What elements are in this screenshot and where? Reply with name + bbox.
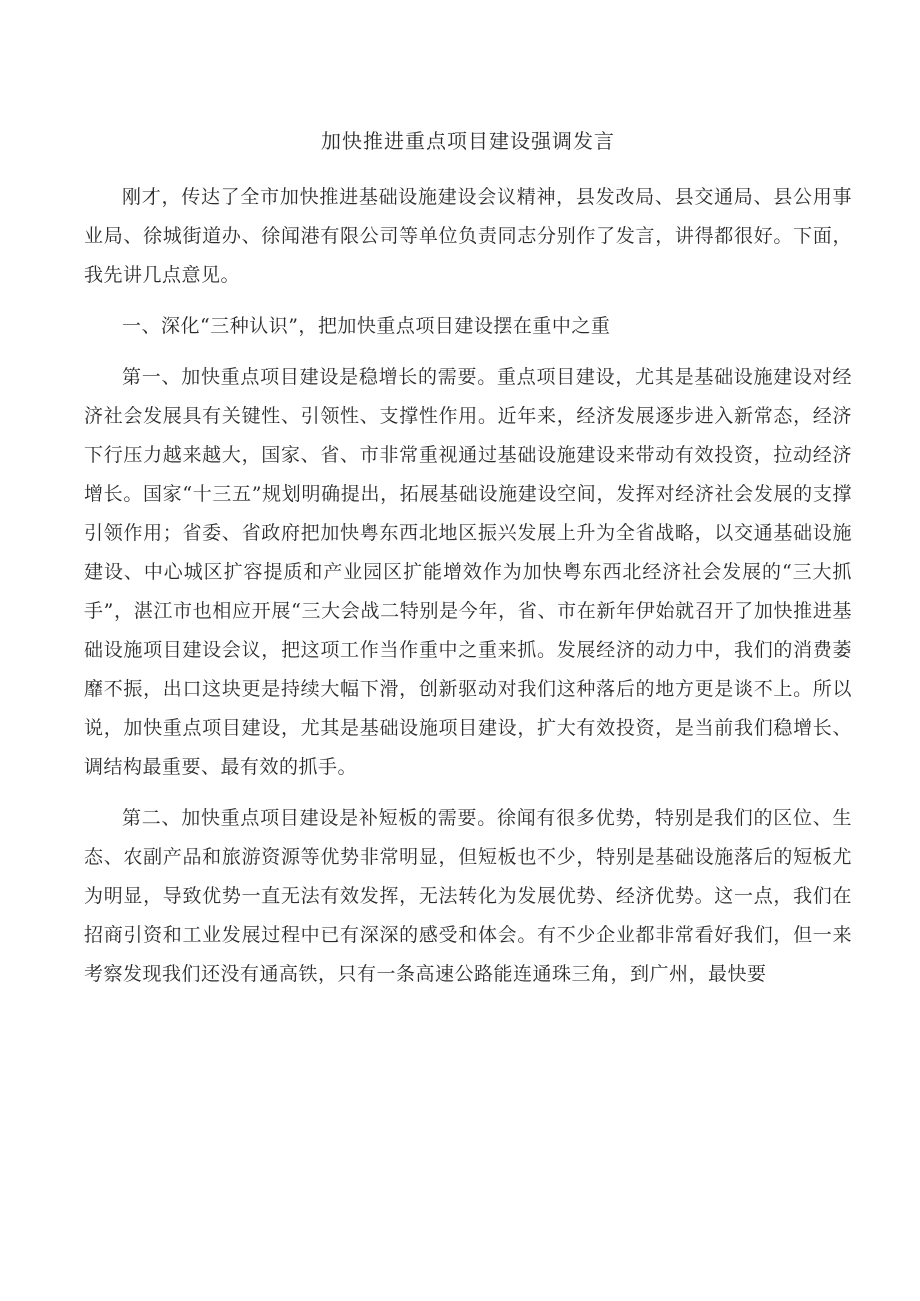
document-title: 加快推进重点项目建设强调发言	[321, 129, 615, 153]
document-page	[84, 128, 852, 1006]
paragraph-intro: 刚才，传达了全市加快推进基础设施建设会议精神，县发改局、县交通局、县公用事业局、徐城街道办、徐闻港有限公司等单位负责同志分别作了发言，讲得都很好。下面，我先讲几点意见。	[84, 186, 852, 286]
paragraph-first-point: 第一、加快重点项目建设是稳增长的需要。重点项目建设，尤其是基础设施建设对经济社会发展具有关键性、引领性、支撑性作用。近年来，经济发展逐步进入新常态，经济下行压力越来越大，国家、省、市非常重视通过基础设施建设来带动有效投资，拉动经济增长。国家“十三五”规划明确提出，拓展基础设施建设空间，发挥对经济社会发展的支撑引领作用；省委、省政府把加快粤东西北地区振兴发展上升为全省战略，以交通基础设施建设、中心城区扩容提质和产业园区扩能增效作为加快粤东西北经济社会发展的“三大抓手”，湛江市也相应开展“三大会战二特别是今年，省、市在新年伊始就召开了加快推进基础设施项目建设会议，把这项工作当作重中之重来抓。发展经济的动力中，我们的消费萎靡不振，出口这块更是持续大幅下滑，创新驱动对我们这种落后的地方更是谈不上。所以说，加快重点项目建设，尤其是基础设施项目建设，扩大有效投资，是当前我们稳增长、调结构最重要、最有效的抓手。	[84, 366, 852, 778]
paragraph-second-point: 第二、加快重点项目建设是补短板的需要。徐闻有很多优势，特别是我们的区位、生态、农副产品和旅游资源等优势非常明显，但短板也不少，特别是基础设施落后的短板尤为明显，导致优势一直无法有效发挥，无法转化为发展优势、经济优势。这一点，我们在招商引资和工业发展过程中已有深深的感受和体会。有不少企业都非常看好我们，但一来考察发现我们还没有通高铁，只有一条高速公路能连通珠三角，到广州，最快要	[84, 807, 852, 985]
section-heading-1: 一、深化“三种认识”，把加快重点项目建设摆在重中之重	[122, 315, 611, 337]
